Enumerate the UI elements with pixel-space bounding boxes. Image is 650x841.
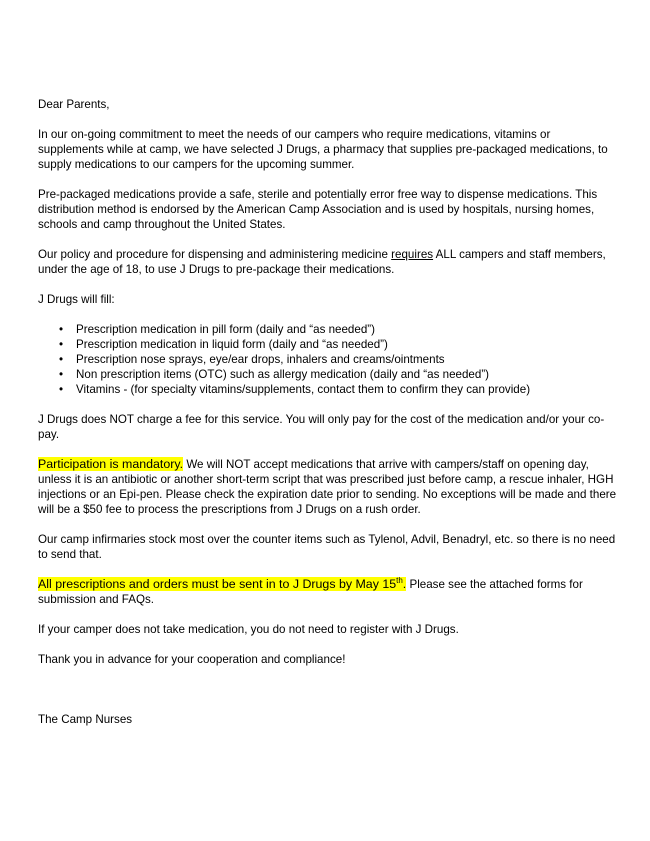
thanks-paragraph: Thank you in advance for your cooperation and compliance! [38, 653, 346, 666]
list-item: • Prescription medication in pill form (daily and “as needed”) [76, 322, 618, 337]
benefits-paragraph: Pre-packaged medications provide a safe, sterile and potentially error free way to dispense medications. This distribution method is endorsed by the American Camp Association and is used by hospitals, nursing homes, schools and camp throughout the United States. [38, 188, 598, 231]
list-item: • Vitamins - (for specialty vitamins/supplements, contact them to confirm they can provide) [76, 382, 618, 397]
fee-paragraph: J Drugs does NOT charge a fee for this service. You will only pay for the cost of the medication and/or your co-pay. [38, 413, 605, 441]
deadline-text: All prescriptions and orders must be sent in to J Drugs by May 15 [38, 577, 397, 591]
greeting: Dear Parents, [38, 98, 110, 111]
list-item: • Non prescription items (OTC) such as allergy medication (daily and “as needed”) [76, 367, 618, 382]
requires-underlined: requires [391, 248, 434, 261]
mandatory-highlight: Participation is mandatory. [38, 457, 184, 471]
fill-list [38, 322, 618, 397]
mandatory-paragraph [38, 457, 618, 517]
signature: The Camp Nurses [38, 713, 133, 726]
intro-paragraph: In our on-going commitment to meet the needs of our campers who require medications, vitamins or supplements while at camp, we have selected J Drugs, a pharmacy that supplies pre-packaged medications, to supply medications to our campers for the upcoming summer. [38, 128, 608, 171]
list-item: • Prescription medication in liquid form (daily and “as needed”) [76, 337, 618, 352]
deadline-ordinal: th [396, 575, 403, 585]
deadline-highlight [38, 577, 406, 591]
policy-text-end: ALL campers and staff members, under the age of 18, to use J Drugs to pre-package their medications. [38, 248, 606, 276]
deadline-period: . [402, 577, 407, 591]
list-item: • Prescription nose sprays, eye/ear drops, inhalers and creams/ointments [76, 352, 618, 367]
letter-body [38, 97, 618, 742]
no-medication-paragraph: If your camper does not take medication, you do not need to register with J Drugs. [38, 623, 459, 636]
otc-paragraph: Our camp infirmaries stock most over the counter items such as Tylenol, Advil, Benadryl, etc. so there is no need to send that. [38, 533, 616, 561]
deadline-rest: Please see the attached forms for submission and FAQs. [38, 578, 583, 606]
policy-text-start: Our policy and procedure for dispensing and administering medicine [38, 248, 392, 261]
mandatory-text: We will NOT accept medications that arrive with campers/staff on opening day, unless it is an antibiotic or another short-term script that was prescribed just before camp, a rescue inhaler, HGH injections or an Epi-pen. Please check the expiration date prior to sending. No exceptions will be made and there will be a $50 fee to process the prescriptions from J Drugs on a rush order. [38, 458, 617, 516]
will-fill-heading: J Drugs will fill: [38, 293, 115, 306]
policy-paragraph [38, 247, 618, 277]
deadline-paragraph [38, 577, 618, 607]
